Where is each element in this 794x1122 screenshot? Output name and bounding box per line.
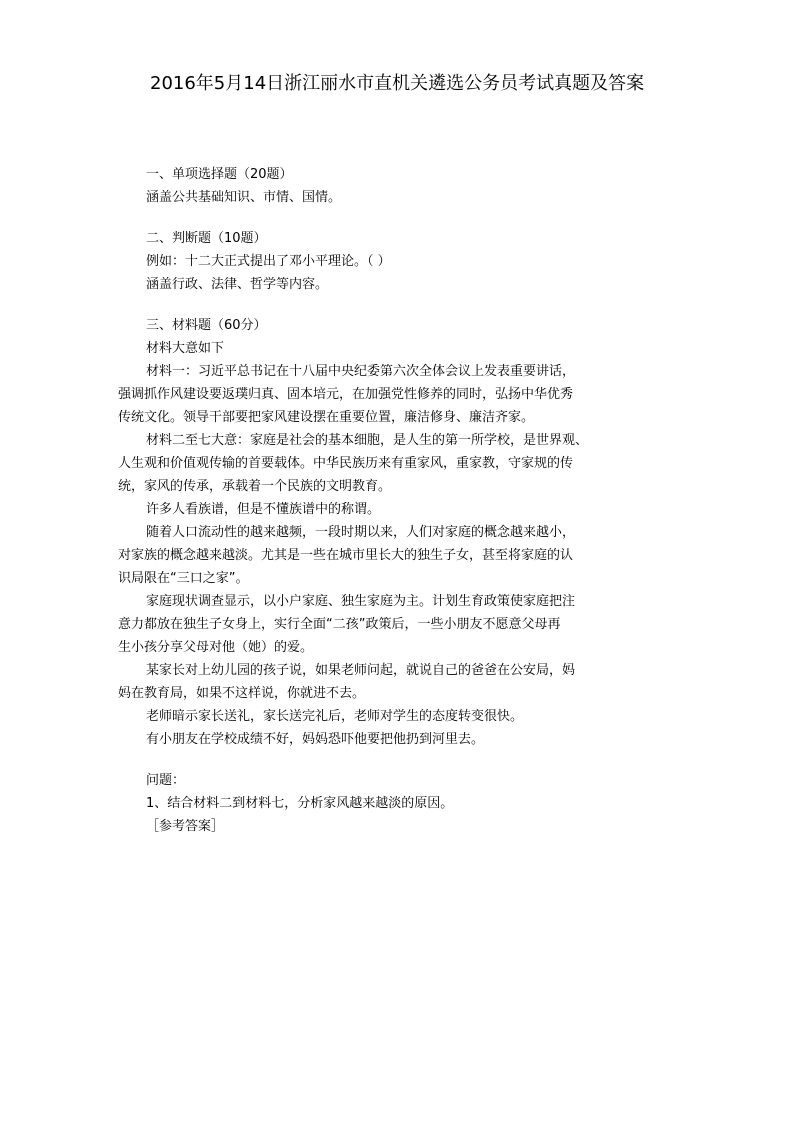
paragraph-line: 识局限在“三口之家”。 — [118, 571, 249, 586]
section2-heading: 二、判断题（10题） — [146, 231, 267, 246]
paragraph-line: 家庭现状调查显示，以小户家庭、独生家庭为主。计划生育政策使家庭把注 — [146, 594, 576, 609]
paragraph-line: 妈在教育局，如果不这样说，你就进不去。 — [118, 686, 366, 701]
document-title: 2016年5月14日浙江丽水市直机关遴选公务员考试真题及答案 — [150, 73, 645, 94]
paragraph-line: 强调抓作风建设要返璞归真、固本培元，在加强党性修养的同时，弘扬中华优秀 — [118, 387, 574, 402]
section1-heading: 一、单项选择题（20题） — [146, 167, 293, 182]
section2-desc: 涵盖行政、法律、哲学等内容。 — [146, 277, 329, 292]
paragraph-line: 材料一：习近平总书记在十八届中央纪委第六次全体会议上发表重要讲话， — [146, 364, 576, 379]
material-1 — [118, 360, 618, 429]
material-4 — [118, 521, 618, 590]
material-8: 有小朋友在学校成绩不好，妈妈恐吓他要把他扔到河里去。 — [146, 732, 485, 747]
material-7: 老师暗示家长送礼，家长送完礼后，老师对学生的态度转变很快。 — [146, 709, 524, 724]
material-2 — [118, 429, 618, 498]
section2-example: 例如：十二大正式提出了邓小平理论。（ ） — [146, 254, 391, 269]
paragraph-line: 生小孩分享父母对他（她）的爱。 — [118, 640, 314, 655]
paragraph-line: 人生观和价值观传输的首要载体。中华民族历来有重家风，重家教，守家规的传 — [118, 456, 574, 471]
paragraph-line: 随着人口流动性的越来越频，一段时期以来，人们对家庭的概念越来越小， — [146, 525, 576, 540]
material-3: 许多人看族谱，但是不懂族谱中的称谓。 — [146, 502, 381, 517]
paragraph-line: 传统文化。领导干部要把家风建设摆在重要位置，廉洁修身、廉洁齐家。 — [118, 410, 535, 425]
section3-heading: 三、材料题（60分） — [146, 318, 267, 333]
section1-desc: 涵盖公共基础知识、市情、国情。 — [146, 190, 342, 205]
paragraph-line: 某家长对上幼儿园的孩子说，如果老师问起，就说自己的爸爸在公安局，妈 — [146, 663, 576, 678]
answer-label: ［参考答案］ — [146, 819, 225, 834]
material-5 — [118, 590, 618, 659]
paragraph-line: 意力都放在独生子女身上，实行全面“二孩”政策后，一些小朋友不愿意父母再 — [118, 617, 561, 632]
questions-heading: 问题： — [146, 773, 186, 788]
document-body — [118, 163, 618, 838]
paragraph-line: 对家族的概念越来越淡。尤其是一些在城市里长大的独生子女，甚至将家庭的认 — [118, 548, 574, 563]
section3-intro: 材料大意如下 — [146, 341, 225, 356]
paragraph-line: 统，家风的传承，承载着一个民族的文明教育。 — [118, 479, 392, 494]
paragraph-line: 材料二至七大意：家庭是社会的基本细胞，是人生的第一所学校，是世界观、 — [146, 433, 589, 448]
material-6 — [118, 659, 618, 705]
question-1: 1、结合材料二到材料七，分析家风越来越淡的原因。 — [146, 796, 454, 811]
